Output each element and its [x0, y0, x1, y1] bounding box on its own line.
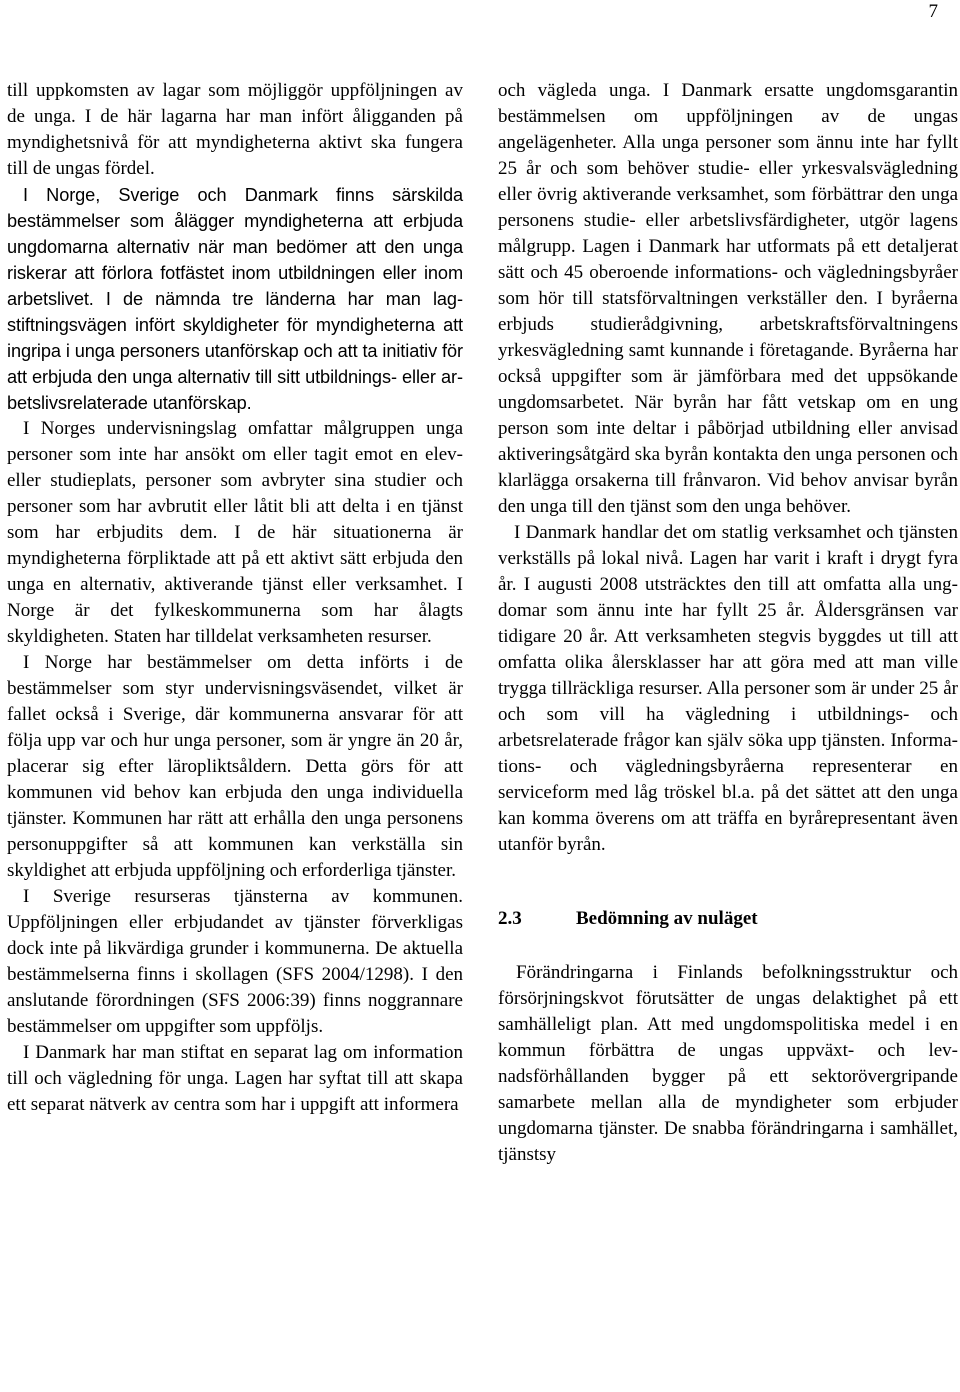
section-title: Bedömning av nuläget: [576, 908, 758, 929]
section-heading: [498, 906, 958, 932]
paragraph-norway-education-act: I Norges undervisningslag omfattar målgruppen unga personer som inte har ansökt om eller tagit emot en elev- eller studieplats, personer som avbryter sina studier och personer som har avbrutit eller låtit bli att delta i en tjänst som har erbjudits dem. I de här situationerna är myndigheterna förpliktade att på ett aktivt sätt erbjuda den unga en alternativ, aktiverande tjänst eller verksamhet. I Norge är det fylkeskommunerna som har ålagts skyldigheten. Staten har tilldelat verksamheten resurser.: [7, 418, 463, 647]
paragraph-denmark-law: I Danmark har man stiftat en separat lag om information till och vägledning för unga. Lagen har syftat till att skapa ett separat nätverk av centra som har i uppgift att informera: [7, 1042, 463, 1115]
paragraph-denmark-guidance: och vägleda unga. I Danmark ersatte ungdomsgarantin bestämmelsen om uppföljningen av de ungas angelägenheter. Alla unga personer som ännu inte har fyllt 25 år och som behöver studie- eller yrkesvalsvägledning eller övrig aktiverande verksamhet, som förbättrar den unga personens studie- eller arbetslivsfärdigheter, utgör lagens målgrupp. Lagen i Danmark har utformats på ett detaljerat sätt och 45 oberoende informations- och vägledningsbyråer som hör till statsförvaltningen verkställer den. I byråerna erbjuds studierådgivning, arbetskraftsförvaltningens yrkesvägledning samt kunnande i företagande. Byråerna har också uppgifter som är jämförbara med det uppsökande ungdomsarbetet. När byrån har fått vetskap om en ung person som inte deltar i påbörjad utbildning eller anvisad aktiveringsåtgärd ska byrån kontakta den unga personen och klarlägga orsakerna till frånvaron. Vid behov anvisar byrån den unga till den tjänst som den unga behöver.: [498, 80, 958, 517]
right-column: [498, 78, 958, 1168]
section-number: 2.3: [498, 908, 522, 929]
paragraph-norway-sweden-provisions: I Norge har bestämmelser om detta införts i de bestämmelser som styr undervisningsväsendet, vilket är fallet också i Sverige, där kommunerna ansvarar för att följa upp var och hur unga personer, som är yngre än 20 år, placerar sig efter läropliktsåldern. Detta görs för att kommunen vid behov kan erbjuda den unga individuella tjänster. Kommunen har rätt att erhålla den unga personens personuppgifter så att kommunen kan verkställa sin skyldighet att erbjuda uppföljning och erforderliga tjänster.: [7, 652, 463, 881]
left-column: [7, 78, 463, 1118]
paragraph-sweden-resources: I Sverige resurseras tjänsterna av kommunen. Uppföljningen eller erbjudandet av tjänster förverkligas dock inte på likvärdiga grunder i kommunerna. De aktuella bestämmelserna finns i skollagen (SFS 2004/1298). I den anslutande förordningen (SFS 2006:39) finns noggrannare bestämmelser om uppgifter som uppföljs.: [7, 886, 463, 1037]
paragraph-continuation: till uppkomsten av lagar som möjliggör uppföljningen av de unga. I de här lagarna har man infört åligganden på myndighetsnivå för att myndigheterna aktivt ska fungera till de ungas fördel.: [7, 80, 463, 179]
paragraph-denmark-state-activity: I Danmark handlar det om statlig verksamhet och tjänsten verkställs på lokal nivå. Lagen har varit i kraft i drygt fyra år. I augusti 2008 utsträcktes den till att omfatta alla ungdomar som ännu inte har fyllt 25 år. Åldersgränsen var tidigare 20 år. Att verksamheten stegvis byggdes ut till att omfatta olika ålersklasser har att göra med att man ville trygga tillräckliga resurser. Alla personer som är under 25 år och som vill ha vägledning i utbildnings- och arbetsrelaterade frågor kan själv söka upp tjänsten. Informations- och vägledningsbyråerna representerar en serviceform med låg tröskel bl.a. på det sättet att den unga kan komma överens om att träffa en byrårepresentant även utanför byrån.: [498, 522, 958, 855]
paragraph-nordic-provisions: I Norge, Sverige och Danmark finns särskilda bestämmelser som ålägger myndigheterna att erbjuda ungdomarna alternativ när man bedömer att den unga riskerar att förlora fotfästet inom utbildningen eller inom arbetslivet. I de nämnda tre länderna har man lagstiftningsvägen infört skyldigheter för myndigheterna att ingripa i unga personers utanförskap och att ta initiativ för att erbjuda den unga alternativ till sitt utbildnings- eller arbetslivsrelaterade utanförskap.: [7, 185, 463, 413]
page-number: 7: [928, 1, 938, 22]
paragraph-assessment: Förändringarna i Finlands befolkningsstruktur och försörjningskvot förutsätter de ungas delaktighet på ett samhälleligt plan. Att med ungdomspolitiska medel i en kommun förbättra de ungas uppväxt- och levnadsförhållanden bygger på ett sektorövergripande samarbete mellan alla de myndigheter som erbjuder ungdomarna tjänster. De snabba förändringarna i samhället, tjänstsy: [498, 962, 958, 1165]
